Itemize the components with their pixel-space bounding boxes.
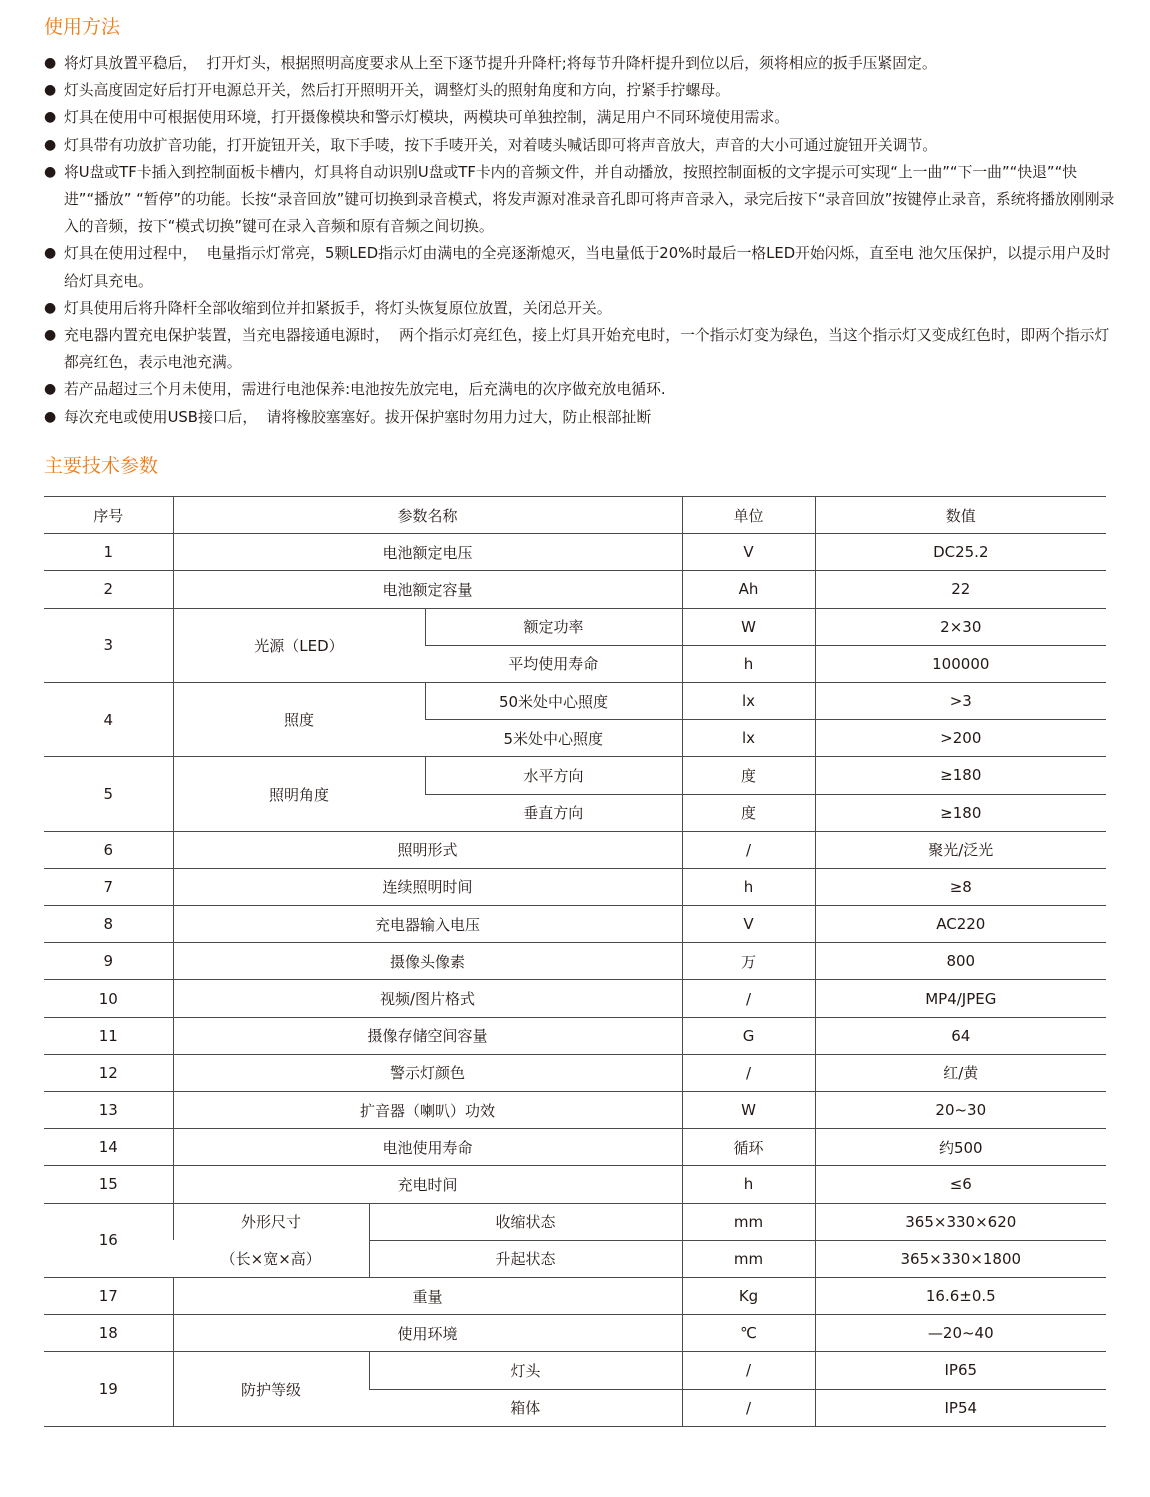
cell-unit: h [682,1166,815,1203]
usage-item-text: 充电器内置充电保护装置，当充电器接通电源时， 两个指示灯亮红色，接上灯具开始充电时，一个指示灯变为绿色，当这个指示灯又变成红色时，即两个指示灯都亮红色，表示电池充满。 [64,327,1110,372]
header-name: 参数名称 [173,497,682,534]
cell-unit: / [682,1352,815,1389]
table-row [44,682,1106,719]
cell-unit: lx [682,682,815,719]
bullet-icon: ● [44,381,57,398]
bullet-icon: ● [44,408,57,425]
table-row [44,1054,1106,1091]
cell-unit: 万 [682,943,815,980]
cell-value: 100000 [815,645,1106,682]
cell-name: 50米处中心照度 [425,682,682,719]
cell-unit: 度 [682,794,815,831]
cell-value: IP54 [815,1389,1106,1426]
cell-value: 约500 [815,1129,1106,1166]
cell-name: 垂直方向 [425,794,682,831]
cell-unit: Kg [682,1277,815,1314]
cell-name: 扩音器（喇叭）功效 [173,1092,682,1129]
usage-instructions-list [44,50,1119,431]
cell-name: 箱体 [369,1389,682,1426]
cell-no: 14 [44,1129,173,1166]
table-row [44,1166,1106,1203]
cell-group: 外形尺寸 [173,1203,369,1240]
table-row [44,1352,1106,1389]
cell-value: 20~30 [815,1092,1106,1129]
cell-value: 365×330×620 [815,1203,1106,1240]
table-row [44,868,1106,905]
cell-value: 红/黄 [815,1054,1106,1091]
cell-name: 使用环境 [173,1315,682,1352]
cell-group-sub: （长×宽×高） [173,1240,369,1277]
cell-unit: mm [682,1203,815,1240]
cell-value: ≥180 [815,757,1106,794]
cell-group: 照度 [173,682,425,756]
cell-no: 5 [44,757,173,831]
header-value: 数值 [815,497,1106,534]
cell-name: 连续照明时间 [173,868,682,905]
specs-section-title: 主要技术参数 [44,455,159,477]
table-row [44,943,1106,980]
table-row [44,1017,1106,1054]
cell-value: 22 [815,571,1106,608]
usage-item [44,104,1119,131]
bullet-icon: ● [44,109,57,126]
usage-item-text: 若产品超过三个月未使用，需进行电池保养:电池按先放完电，后充满电的次序做充放电循环. [64,381,666,399]
cell-name: 升起状态 [369,1240,682,1277]
cell-value: 16.6±0.5 [815,1277,1106,1314]
cell-no: 6 [44,831,173,868]
cell-name: 充电时间 [173,1166,682,1203]
cell-name: 水平方向 [425,757,682,794]
usage-section-title: 使用方法 [44,16,121,38]
cell-unit: / [682,980,815,1017]
table-row [44,757,1106,794]
cell-no: 13 [44,1092,173,1129]
usage-item-text: 灯具在使用过程中， 电量指示灯常亮，5颗LED指示灯由满电的全亮逐渐熄灭，当电量低于20%时最后一格LED开始闪烁，直至电 池欠压保护，以提示用户及时给灯具充电。 [64,245,1111,290]
table-row [44,1203,1106,1240]
cell-no: 4 [44,682,173,756]
cell-no: 17 [44,1277,173,1314]
cell-unit: h [682,868,815,905]
cell-unit: 循环 [682,1129,815,1166]
cell-value: 800 [815,943,1106,980]
cell-value: IP65 [815,1352,1106,1389]
cell-value: >200 [815,720,1106,757]
cell-unit: W [682,1092,815,1129]
cell-name: 5米处中心照度 [425,720,682,757]
cell-name: 平均使用寿命 [425,645,682,682]
table-row [44,1277,1106,1314]
table-row [44,1129,1106,1166]
usage-item [44,322,1119,376]
cell-no: 11 [44,1017,173,1054]
cell-name: 额定功率 [425,608,682,645]
usage-item [44,132,1119,159]
cell-value: 64 [815,1017,1106,1054]
cell-value: >3 [815,682,1106,719]
cell-unit: ℃ [682,1315,815,1352]
cell-no: 10 [44,980,173,1017]
usage-item-text: 灯具在使用中可根据使用环境，打开摄像模块和警示灯模块，两模块可单独控制，满足用户不同环境使用需求。 [64,109,790,127]
cell-unit: V [682,906,815,943]
cell-value: MP4/JPEG [815,980,1106,1017]
cell-value: ≥180 [815,794,1106,831]
usage-item-text: 将U盘或TF卡插入到控制面板卡槽内，灯具将自动识别U盘或TF卡内的音频文件，并自动播放，按照控制面板的文字提示可实现“上一曲”“下一曲”“快退”“快进”“播放” “暂停”的功能。长按“录音回放”键可切换到录音模式，将发声源对准录音孔即可将声音录入，录完后按下“录音回放”按键停止录音，系统将播放刚刚录入的音频，按下“模式切换”键可在录入音频和原有音频之间切换。 [64,163,1115,236]
usage-item [44,159,1119,241]
cell-name: 充电器输入电压 [173,906,682,943]
bullet-icon: ● [44,327,57,344]
cell-no: 8 [44,906,173,943]
bullet-icon: ● [44,163,57,180]
cell-value: 聚光/泛光 [815,831,1106,868]
cell-unit: G [682,1017,815,1054]
cell-unit: / [682,831,815,868]
usage-item [44,404,1119,431]
table-row [44,571,1106,608]
usage-item [44,50,1119,77]
usage-item-text: 每次充电或使用USB接口后， 请将橡胶塞塞好。拔开保护塞时勿用力过大，防止根部扯断 [64,408,652,426]
cell-name: 电池额定容量 [173,571,682,608]
table-header-row [44,497,1106,534]
cell-group: 照明角度 [173,757,425,831]
cell-unit: h [682,645,815,682]
cell-name: 重量 [173,1277,682,1314]
cell-unit: 度 [682,757,815,794]
cell-name: 视频/图片格式 [173,980,682,1017]
bullet-icon: ● [44,82,57,99]
table-row [44,831,1106,868]
table-row [44,1092,1106,1129]
table-row [44,608,1106,645]
cell-no: 7 [44,868,173,905]
cell-no: 16 [44,1203,173,1277]
cell-value: ≥8 [815,868,1106,905]
cell-name: 警示灯颜色 [173,1054,682,1091]
table-row [44,1315,1106,1352]
cell-no: 19 [44,1352,173,1426]
bullet-icon: ● [44,55,57,71]
cell-value: 2×30 [815,608,1106,645]
cell-unit: mm [682,1240,815,1277]
cell-unit: lx [682,720,815,757]
cell-unit: W [682,608,815,645]
header-no: 序号 [44,497,173,534]
cell-group: 防护等级 [173,1352,369,1426]
table-row [44,1240,1106,1277]
cell-unit: / [682,1389,815,1426]
cell-name: 照明形式 [173,831,682,868]
cell-value: AC220 [815,906,1106,943]
cell-name: 摄像头像素 [173,943,682,980]
header-unit: 单位 [682,497,815,534]
cell-name: 电池额定电压 [173,534,682,571]
usage-item [44,376,1119,403]
cell-no: 18 [44,1315,173,1352]
cell-no: 9 [44,943,173,980]
cell-no: 1 [44,534,173,571]
bullet-icon: ● [44,136,57,153]
table-row [44,534,1106,571]
usage-item-text: 将灯具放置平稳后， 打开灯头，根据照明高度要求从上至下逐节提升升降杆;将每节升降杆提升到位以后，须将相应的扳手压紧固定。 [64,55,937,72]
cell-value: ≤6 [815,1166,1106,1203]
cell-value: 365×330×1800 [815,1240,1106,1277]
usage-item [44,295,1119,322]
spec-table [44,496,1106,1427]
cell-no: 12 [44,1054,173,1091]
usage-item-text: 灯具带有功放扩音功能，打开旋钮开关，取下手唛，按下手唛开关，对着唛头喊话即可将声音放大，声音的大小可通过旋钮开关调节。 [64,136,938,154]
cell-name: 电池使用寿命 [173,1129,682,1166]
bullet-icon: ● [44,299,57,316]
cell-no: 2 [44,571,173,608]
cell-name: 收缩状态 [369,1203,682,1240]
bullet-icon: ● [44,245,57,262]
usage-item [44,240,1119,294]
cell-unit: Ah [682,571,815,608]
cell-name: 摄像存储空间容量 [173,1017,682,1054]
table-row [44,980,1106,1017]
cell-unit: V [682,534,815,571]
cell-name: 灯头 [369,1352,682,1389]
cell-no: 3 [44,608,173,682]
usage-item [44,77,1119,104]
usage-item-text: 灯具使用后将升降杆全部收缩到位并扣紧扳手，将灯头恢复原位放置，关闭总开关。 [64,299,612,317]
usage-item-text: 灯头高度固定好后打开电源总开关，然后打开照明开关，调整灯头的照射角度和方向，拧紧手拧螺母。 [64,82,730,100]
cell-value: —20~40 [815,1315,1106,1352]
cell-value: DC25.2 [815,534,1106,571]
cell-no: 15 [44,1166,173,1203]
cell-group: 光源（LED） [173,608,425,682]
cell-unit: / [682,1054,815,1091]
table-row [44,906,1106,943]
